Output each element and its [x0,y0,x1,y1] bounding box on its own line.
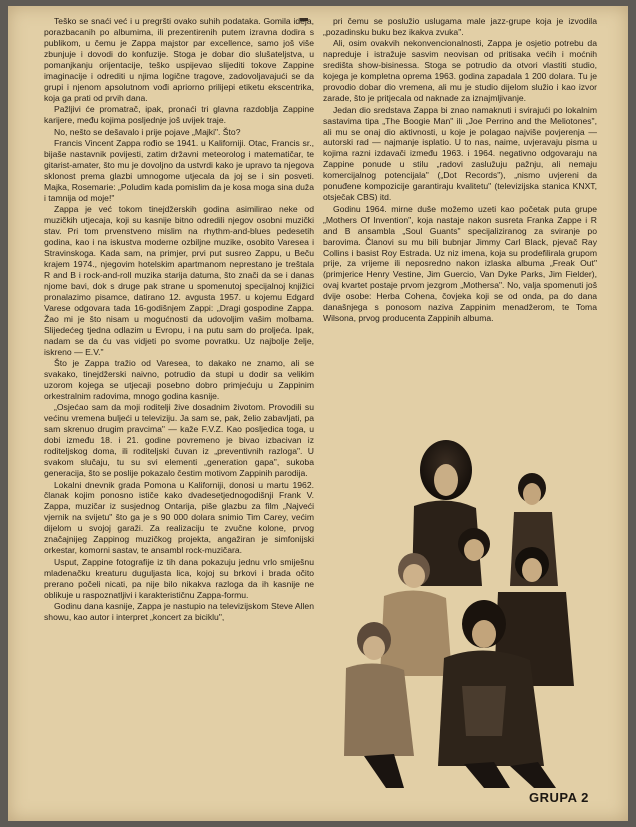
paragraph: Zappa je već tokom tinejdžerskih godina asimilirao neke od muzičkih utjecaja, koji su kasnije bitno odredili njegov osobni muzički stav. Pri tom prvenstveno mislim na rhythm-and-blues pedesetih godina, kao i na iskustva moderne ozbiljne muzike, osobito Varesea i Stravinskoga. Kada sam, na primjer, prvi put susreo Zappu, u Beču krajem 1974., njegovim hotelskim apartmanom neprestano je treštala R and B i rock-and-roll muzika starija datuma, što znači da se i danas njome bavi, dok s druge pak strane u spomenutoj specijalnoj knjižici pronalazimo pisamce, datirano 12. avgusta 1957. u kojemu Edgard Varese odgovara tada 16-godišnjem Zappi: „Dragi gospodine Zappa. Žao mi je što nisam u mogućnosti da udovoljim vašim molbama. Slijedećeg tjedna odlazim u Evropu, i na putu sam do proljeća. Ipak, nadam se da ću vas vidjeti po svome povratku. Uz najbolje želje, iskreno — E.V." [44,204,314,357]
magazine-page [8,6,628,821]
left-column [44,16,314,623]
paragraph: Lokalni dnevnik grada Pomona u Kaliforniji, donosi u martu 1962. članak kojim ponosno ističe kako dvadesetjednogodišnji Frank V. Zappa, muzičar iz susjednog Ontarija, piše glazbu za film „Najveći vjernik na svijetu" što ga je s 90 000 dolara snimio Tim Carey, većim dijelom u svojoj garaži. Za realizaciju te zvučne kolone, prvog značajnijeg Zappinog muzičkog projekta, angažiran je simfonijski orkestar, komorni sastav, te ansambl rock-muzičara. [44,479,314,556]
paragraph: Ali, osim ovakvih nekonvencionalnosti, Zappa je osjetio potrebu da napreduje i istražuje sasvim neovisan od pritisaka većih i moćnih središta show-bisinessa. Stoga se potrudio da otvori vlastiti studio, kojega je kompletna oprema 1963. godina zapadala 1 200 dolara. Tu je provodio dobar dio vremena, ali mu je studio dijelom služio i kao izvor zarade, što je pritjecala od naknade za iznajmljivanje. [323,38,597,104]
magazine-footer: GRUPA 2 [529,790,589,805]
band-photo [334,436,586,788]
paragraph: Teško se snaći već i u pregršti ovako suhih podataka. Gomila ideja, porazbacanih po albumima, ili prezentirenih putem izravna dodira s publikom, u čemu je Zappa majstor par excellence, samo još više zbunjuje i dovodi do konfuzije. Stoga je dobar dio slušateljstva, u pomanjkanju orijentacije, teško uspijevao slijediti tokove Zappine imaginacije i odrediti u njima logične tragove, zadovoljavajući se da grupi i njenom apsolutnom vođi apriorno prilijepi etiketu ekscentrika, koja ga prati od prvih dana. [44,16,314,103]
paragraph: pri čemu se poslužio uslugama male jazz-grupe koja je izvodila „pozadinsku buku bez ikakva zvuka". [323,16,597,37]
paragraph: Pažljivi će promatrač, ipak, pronaći tri glavna razdoblja Zappine karijere, među kojima posljednje još uvijek traje. [44,104,314,126]
paragraph: Godinu 1964. mirne duše možemo uzeti kao početak puta grupe „Mothers Of Invention", koja nastaje nakon susreta Franka Zappe i R and B ansambla „Soul Guants" specijaliziranog za sviranje po barovima. Članovi su mu bili bubnjar Jimmy Carl Black, pjevač Ray Collins i basist Roy Estrada. Uz niz imena, koja su prodefilirala grupom prije, za vrijeme ili neposredno nakon izlaska albuma „Freak Out" (primjerice Henry Vestine, Jim Guercio, Van Dyke Parks, Jim Fielder), ovaj kvartet postaje prvom jezgrom „Mothersa". No, valja spomenuti još dvije osobe: Herba Cohena, čovjeka koji se od onda, pa do dana današnjega s ponosom naziva Zappinim menadžerom, te Toma Wilsona, prvog producenta Zappinih albuma. [323,203,597,324]
paragraph: „Osjećao sam da moji roditelji žive dosadnim životom. Provodili su većinu vremena buljeći u televiziju. Ja sam se, pak, želio zabavljati, pa sam skrenuo drugim pravcima" — kaže F.V.Z. Kao posljedica toga, u dobi između 18. i 21. godine povremeno je bivao izbacivan iz roditeljskog doma, ili roditeljski čuvan iz „preventivnih razloga". U svakom slučaju, tu su svi elementi „generation gapa", sukoba generacija, što se poslije pokazalo čestim motivom Zappinih parodija. [44,402,314,479]
right-column [323,16,597,325]
paragraph: Jedan dio sredstava Zappa bi znao namaknuti i svirajući po lokalnim sastavima tipa „The Boogie Man" ili „Joe Perrino and the Meliotones", ali mu se onaj dio aktivnosti, u koje je polagao najviše povjerenja — autorski rad — najmanje isplatio. U to nas, naime, uvjeravaju pisma u kojima razni izdavači između 1963. i 1964. negativno odgovaraju na Zappine ponude u stilu „radovi zaslužuju pažnju, ali nemaju komercijalnog potencijala" („Dot Records"), „nismo uvjereni da ponuđene kompozicije garantiraju kvalitetu" (televizijska stanica KNXT, otsječak CBS) itd. [323,104,597,203]
paragraph: Što je Zappa tražio od Varesea, to dakako ne znamo, ali se svakako, tinejdžerski naivno, potrudio da stupi u dodir sa velikim uzorom kojega se utjecaji posebno dobro primjećuju u Zappinim orkestralnim radovima, mnogo godina kasnije. [44,358,314,401]
paragraph: No, nešto se dešavalo i prije pojave „Majki". Što? [54,126,241,137]
paragraph: Francis Vincent Zappa rođio se 1941. u Kaliforniji. Otac, Francis sr., bijaše nastavnik povijesti, zatim državni meteorolog i matematičar, te gitarist-amater, što mu je dovoljno da ustvrdi kako je upravo ta njegova sklonost prema glazbi umnogome utjecala da joj se i sin posveti. Majka, Rosemarie: „Poludim kada pomislim da je kosa moga sina duža i tamnija od moje!" [44,137,314,203]
paragraph: Godinu dana kasnije, Zappa je nastupio na televizijskom Steve Allen showu, kao autor i interpret „koncert za biciklu", [44,601,314,622]
paragraph: Usput, Zappine fotografije iz tih dana pokazuju jednu vrlo smiješnu mladenačku kreaturu duguljasta lica, kojoj su brkovi i brada očito prerano počeli nicati, pa nije bilo nikakva razloga da ih kasnije ne oblikuje u raspoznatljivi i karakterističnu Zappa-formu. [44,556,314,600]
